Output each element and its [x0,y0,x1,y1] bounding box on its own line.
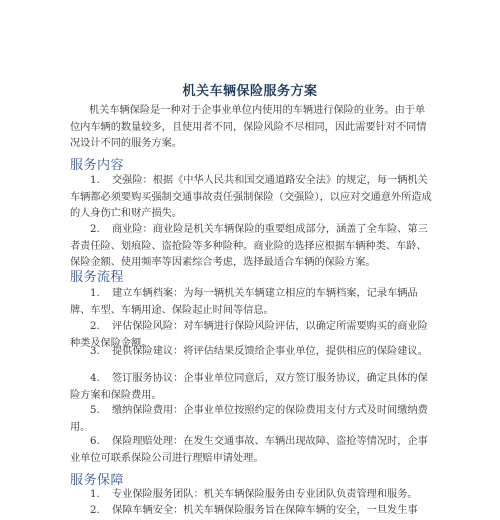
section-heading: 服务内容 [70,158,125,173]
list-item [70,344,432,361]
item-text: 签订服务协议：企事业单位同意后，双方签订服务协议，确定具体的保险方案和保险费用。 [70,373,428,401]
intro-paragraph: 机关车辆保险是一种对于企事业单位内使用的车辆进行保险的业务。由于单位内车辆的数量较多，且使用者不同，保险风险不尽相同，因此需要针对不同情况设计不同的服务方案。 [70,105,427,149]
item-number: 6. [90,436,100,447]
item-number: 1. [90,175,100,186]
item-text: 保险理赔处理：在发生交通事故、车辆出现故障、盗抢等情况时，企事业单位可联系保险公司进行理赔申请处理。 [70,436,428,464]
item-number: 3. [90,346,100,357]
document-title: 机关车辆保险服务方案 [182,84,318,99]
item-text: 保障车辆安全：机关车辆保险服务旨在保障车辆的安全，一旦发生事 [112,505,418,516]
list-item [70,487,432,504]
list-item [70,371,432,404]
list-item [70,286,432,319]
item-number: 2. [90,224,100,235]
item-text: 评估保险风险：对车辆进行保险风险评估，以确定所需要购买的商业险种类及保险金额。 [70,321,428,349]
item-text: 建立车辆档案：为每一辆机关车辆建立相应的车辆档案，记录车辆品牌、车型、车辆用途、保险起止时间等信息。 [70,288,418,316]
item-number: 2. [90,505,100,516]
item-number: 4. [90,373,100,384]
list-item [70,434,432,467]
list-item [70,222,432,272]
item-number: 1. [90,489,100,500]
item-text: 交强险：根据《中华人民共和国交通道路安全法》的规定，每一辆机关车辆都必须要购买强制交通事故责任强制保险（交强险），以应对交通意外所造成的人身伤亡和财产损失。 [70,175,432,219]
item-text: 提供保险建议：将评估结果反馈给企事业单位，提供相应的保险建议。 [112,346,428,357]
section-heading: 服务流程 [70,270,125,285]
item-text: 商业险：商业险是机关车辆保险的重要组成部分，涵盖了全车险、第三者责任险、划痕险、盗抢险等多种险种。商业险的选择应根据车辆种类、车龄、保险金额、使用频率等因素综合考虑，选择最适合车辆的保险方案。 [70,224,428,268]
item-number: 1. [90,288,100,299]
item-text: 专业保险服务团队：机关车辆保险服务由专业团队负责管理和服务。 [112,489,418,500]
item-number: 2. [90,321,100,332]
section-heading: 服务保障 [70,473,125,488]
list-item [70,503,432,520]
list-item [70,173,432,223]
item-text: 缴纳保险费用：企事业单位按照约定的保险费用支付方式及时间缴纳费用。 [70,405,428,433]
list-item [70,403,432,436]
item-number: 5. [90,405,100,416]
